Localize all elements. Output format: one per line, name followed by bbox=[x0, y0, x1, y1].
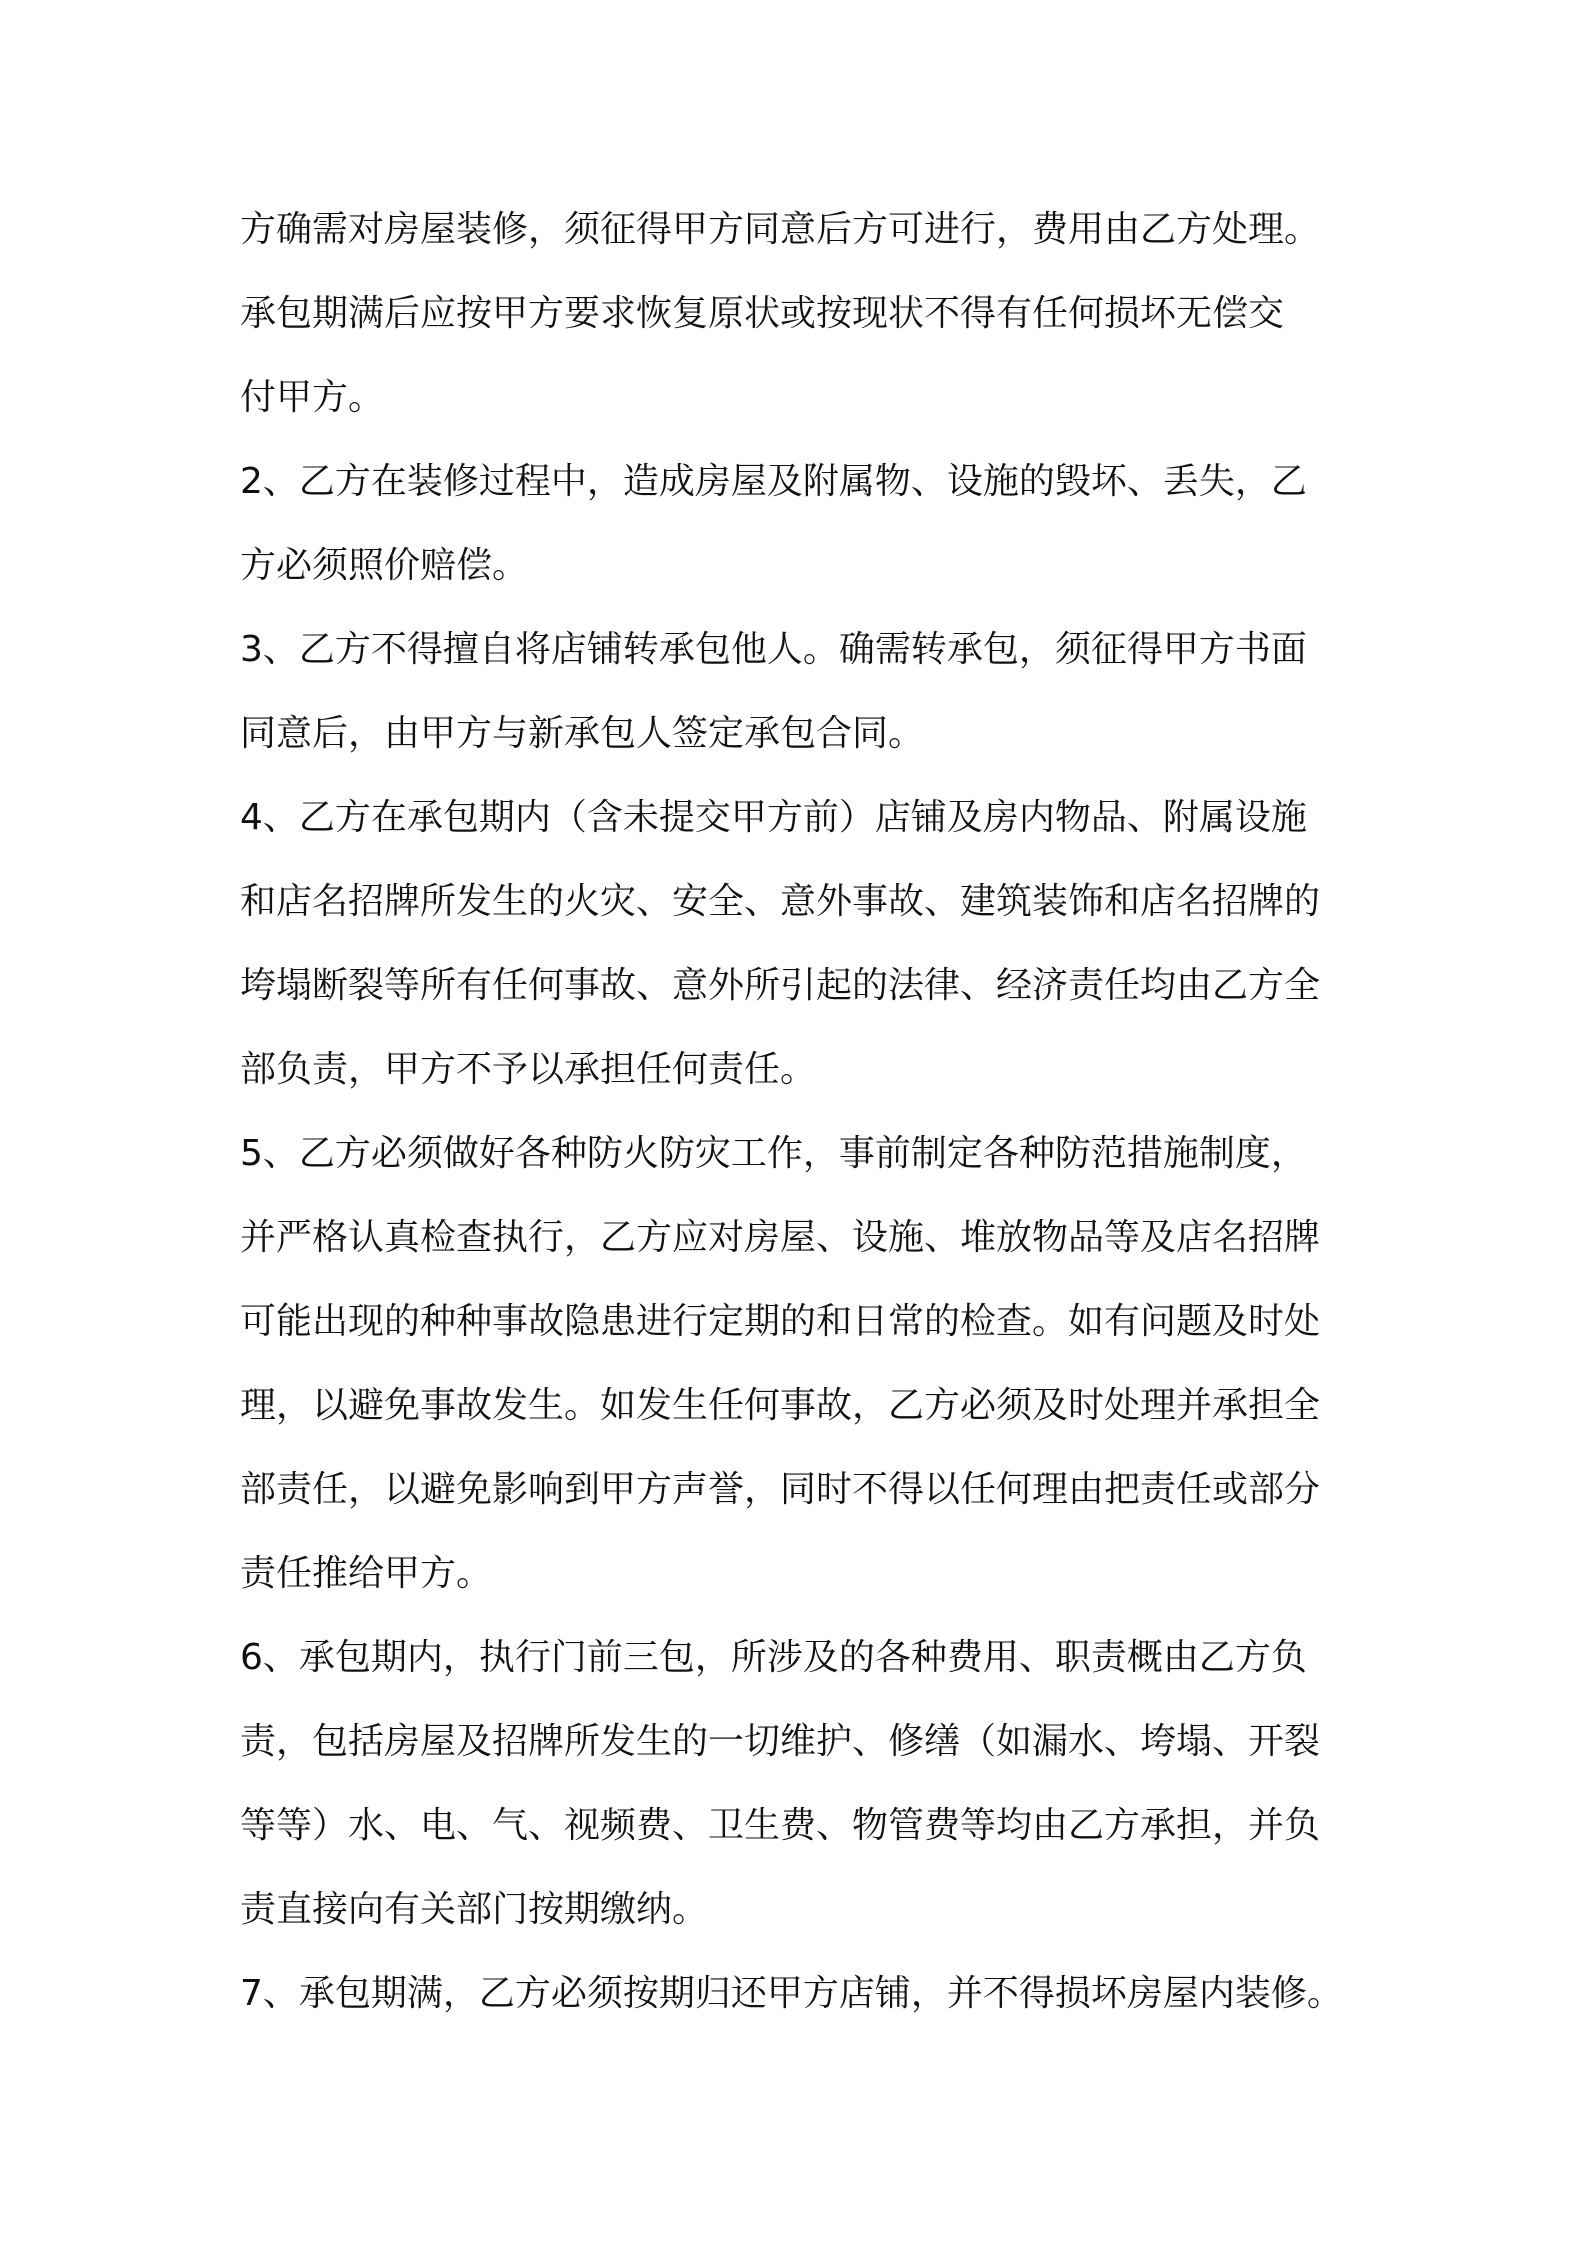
text-line-13: 并严格认真检查执行，乙方应对房屋、设施、堆放物品等及店名招牌 bbox=[240, 1217, 1321, 1258]
text-line-22: 7、承包期满，乙方必须按期归还甲方店铺，并不得损坏房屋内装修。 bbox=[240, 1973, 1343, 2014]
text-line-7: 同意后，由甲方与新承包人签定承包合同。 bbox=[240, 713, 925, 754]
text-line-15: 理，以避免事故发生。如发生任何事故，乙方必须及时处理并承担全 bbox=[240, 1385, 1321, 1426]
text-line-12: 5、乙方必须做好各种防火防灾工作，事前制定各种防范措施制度， bbox=[240, 1133, 1307, 1174]
text-line-17: 责任推给甲方。 bbox=[240, 1553, 493, 1594]
text-line-2: 承包期满后应按甲方要求恢复原状或按现状不得有任何损坏无偿交 bbox=[240, 293, 1285, 334]
text-line-8: 4、乙方在承包期内（含未提交甲方前）店铺及房内物品、附属设施 bbox=[240, 797, 1307, 838]
text-line-18: 6、承包期内，执行门前三包，所涉及的各种费用、职责概由乙方负 bbox=[240, 1637, 1307, 1678]
text-line-11: 部负责，甲方不予以承担任何责任。 bbox=[240, 1049, 817, 1090]
text-line-6: 3、乙方不得擅自将店铺转承包他人。确需转承包，须征得甲方书面 bbox=[240, 629, 1307, 670]
text-line-5: 方必须照价赔偿。 bbox=[240, 545, 529, 586]
text-line-4: 2、乙方在装修过程中，造成房屋及附属物、设施的毁坏、丢失，乙 bbox=[240, 461, 1307, 502]
text-line-16: 部责任，以避免影响到甲方声誉，同时不得以任何理由把责任或部分 bbox=[240, 1469, 1321, 1510]
text-line-10: 垮塌断裂等所有任何事故、意外所引起的法律、经济责任均由乙方全 bbox=[240, 965, 1321, 1006]
text-line-21: 责直接向有关部门按期缴纳。 bbox=[240, 1889, 709, 1930]
text-line-20: 等等）水、电、气、视频费、卫生费、物管费等均由乙方承担，并负 bbox=[240, 1805, 1321, 1846]
text-line-3: 付甲方。 bbox=[240, 377, 385, 418]
text-line-9: 和店名招牌所发生的火灾、安全、意外事故、建筑装饰和店名招牌的 bbox=[240, 881, 1321, 922]
text-line-14: 可能出现的种种事故隐患进行定期的和日常的检查。如有问题及时处 bbox=[240, 1301, 1321, 1342]
text-line-19: 责，包括房屋及招牌所发生的一切维护、修缮（如漏水、垮塌、开裂 bbox=[240, 1721, 1321, 1762]
text-line-1: 方确需对房屋装修，须征得甲方同意后方可进行，费用由乙方处理。 bbox=[240, 209, 1321, 250]
